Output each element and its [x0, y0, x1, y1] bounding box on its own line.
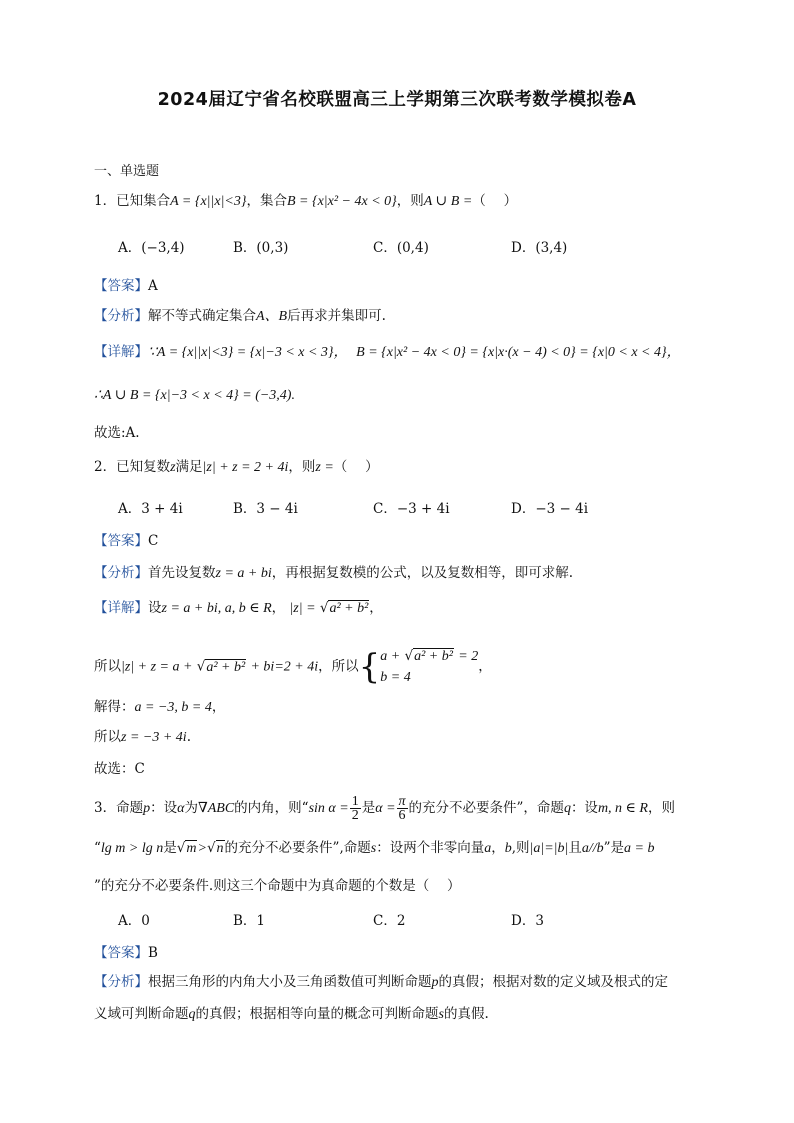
- question-2-conclusion: 故选：C: [94, 761, 145, 777]
- equation-system: {a + √a² + b² = 2 b = 4: [358, 647, 479, 687]
- question-2-detail: 【详解】设z = a + bi, a, b ∈ R， |z| = √a² + b²，: [94, 600, 383, 616]
- option-d: D．(3,4): [511, 240, 568, 256]
- question-3-analysis-line-1: 【分析】根据三角形的内角大小及三角函数值可判断命题p的真假；根据对数的定义域及根式的定: [94, 974, 668, 990]
- option-c: C．2: [373, 913, 406, 929]
- option-a: A．(−3,4): [118, 240, 185, 256]
- question-3-stem-line-2: “lg m > lg n是√m>√n的充分不必要条件”,命题s：设两个非零向量a，b,则|a|=|b|且a//b”是a = b: [94, 840, 655, 856]
- question-1-answer: 【答案】A: [94, 278, 158, 294]
- option-c: C．−3 + 4i: [373, 501, 450, 517]
- option-d: D．−3 − 4i: [511, 501, 589, 517]
- document-title: 2024届辽宁省名校联盟高三上学期第三次联考数学模拟卷A: [157, 90, 637, 110]
- question-2-answer: 【答案】C: [94, 533, 159, 549]
- question-3-analysis-line-2: 义域可判断命题q的真假；根据相等向量的概念可判断命题s的真假.: [94, 1006, 489, 1022]
- question-2-solve: 解得：a = −3, b = 4，: [94, 699, 226, 715]
- question-1-detail-result: ∴A ∪ B = {x|−3 < x < 4} = (−3,4).: [94, 388, 295, 403]
- option-b: B．1: [233, 913, 266, 929]
- question-1-conclusion: 故选:A.: [94, 425, 140, 441]
- question-3-stem-line-1: 3．命题p：设α为∇ABC的内角，则“sin α = $\frac{1}{2}$ 是α = $\frac{\pi}{6}$ 的充分不必要条件”，命题q：设m, n ∈ R，则: [94, 794, 675, 823]
- question-3-stem-line-3: ”的充分不必要条件.则这三个命题中为真命题的个数是（ ）: [94, 878, 461, 894]
- option-b: B．(0,3): [233, 240, 289, 256]
- question-2-result: 所以z = −3 + 4i.: [94, 729, 191, 745]
- option-b: B．3 − 4i: [233, 501, 298, 517]
- question-3-answer: 【答案】B: [94, 945, 158, 961]
- option-a: A．3 + 4i: [118, 501, 183, 517]
- option-c: C．(0,4): [373, 240, 429, 256]
- question-2-stem: 2．已知复数z满足|z| + z = 2 + 4i，则z =（ ）: [94, 459, 379, 475]
- question-1-analysis: 【分析】解不等式确定集合A、B后再求并集即可.: [94, 308, 386, 324]
- question-2-analysis: 【分析】首先设复数z = a + bi，再根据复数模的公式，以及复数相等，即可求解.: [94, 565, 574, 581]
- question-1-stem: 1．已知集合A = {x||x|<3}，集合B = {x|x² − 4x < 0}，则A ∪ B =（ ）: [94, 193, 518, 209]
- option-d: D．3: [511, 913, 544, 929]
- question-1-detail: 【详解】∵A = {x||x|<3} = {x|−3 < x < 3}， B = {x|x² − 4x < 0} = {x|x·(x − 4) < 0} = {x|0 < x < 4}，: [94, 344, 681, 360]
- section-heading: 一、单选题: [94, 164, 160, 179]
- option-a: A．0: [118, 913, 150, 929]
- question-2-equation: 所以|z| + z = a + √a² + b² + bi=2 + 4i，所以{a + √a² + b² = 2 b = 4，: [94, 647, 492, 687]
